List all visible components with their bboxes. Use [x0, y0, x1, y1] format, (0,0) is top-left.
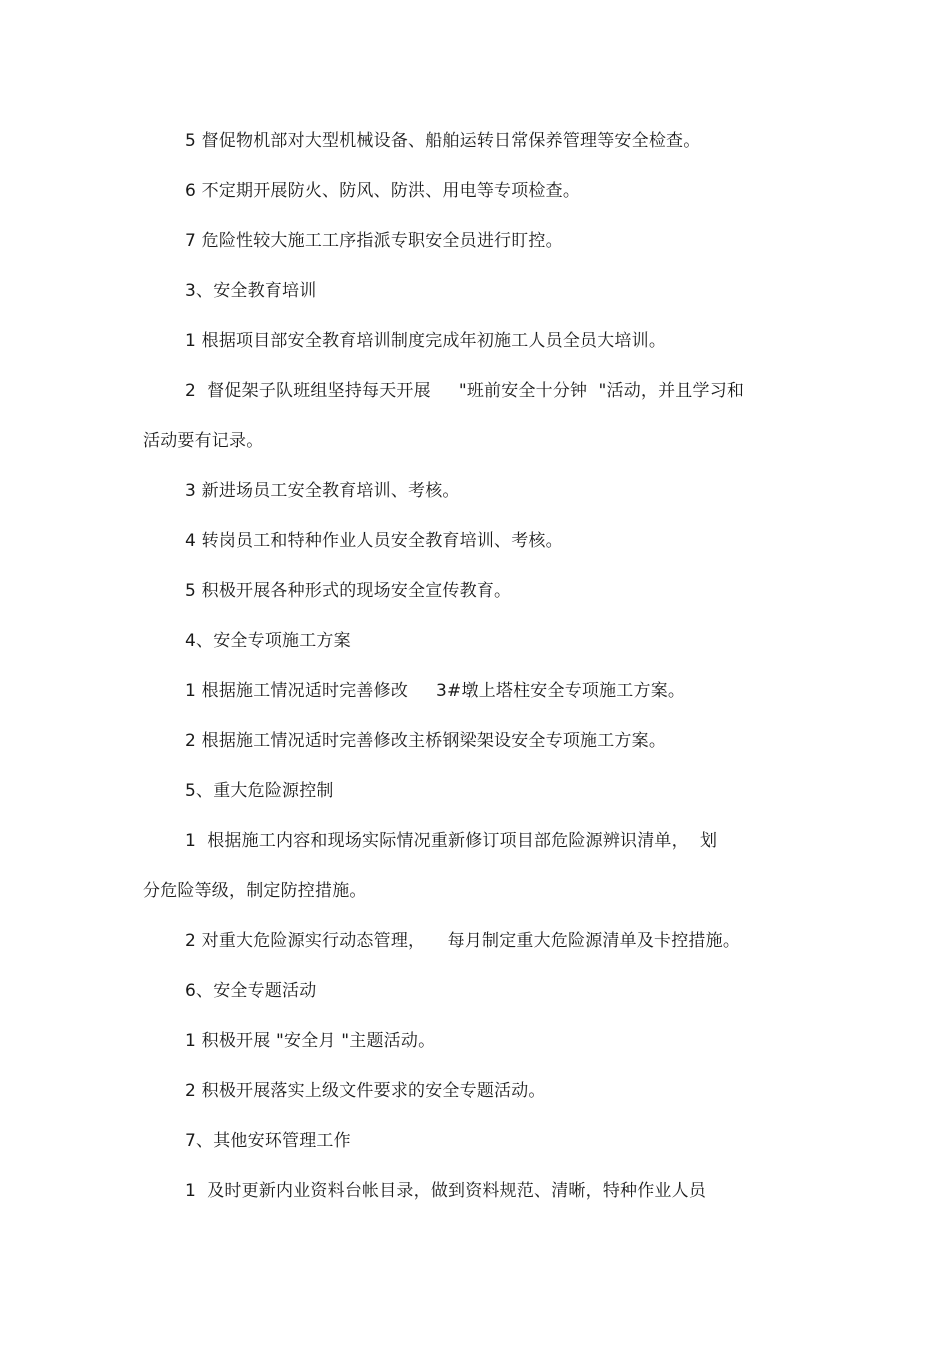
- text-line-15: 1 根据施工内容和现场实际情况重新修订项目部危险源辨识清单， 划: [185, 831, 718, 851]
- text-line-1: 5 督促物机部对大型机械设备、船舶运转日常保养管理等安全检查。: [185, 131, 701, 151]
- section-heading-6: 6、安全专题活动: [185, 981, 317, 1001]
- section-heading-5: 5、重大危险源控制: [185, 781, 334, 801]
- text-line-5: 1 根据项目部安全教育培训制度完成年初施工人员全员大培训。: [185, 331, 667, 351]
- text-line-9: 4 转岗员工和特种作业人员安全教育培训、考核。: [185, 531, 563, 551]
- text-line-22: 1 及时更新内业资料台帐目录，做到资料规范、清晰，特种作业人员: [185, 1181, 707, 1201]
- text-line-8: 3 新进场员工安全教育培训、考核。: [185, 481, 460, 501]
- text-line-7: 活动要有记录。: [143, 431, 264, 451]
- section-heading-4: 4、安全专项施工方案: [185, 631, 351, 651]
- text-line-3: 7 危险性较大施工工序指派专职安全员进行盯控。: [185, 231, 563, 251]
- text-line-10: 5 积极开展各种形式的现场安全宣传教育。: [185, 581, 512, 601]
- section-heading-3: 3、安全教育培训: [185, 281, 317, 301]
- text-line-20: 2 积极开展落实上级文件要求的安全专题活动。: [185, 1081, 546, 1101]
- text-line-19: 1 积极开展 "安全月 "主题活动。: [185, 1031, 436, 1051]
- text-line-12: 1 根据施工情况适时完善修改 3#墩上塔柱安全专项施工方案。: [185, 681, 686, 701]
- text-line-13: 2 根据施工情况适时完善修改主桥钢梁架设安全专项施工方案。: [185, 731, 667, 751]
- section-heading-7: 7、其他安环管理工作: [185, 1131, 351, 1151]
- text-line-6: 2 督促架子队班组坚持每天开展 "班前安全十分钟 "活动，并且学习和: [185, 381, 745, 401]
- text-line-17: 2 对重大危险源实行动态管理， 每月制定重大危险源清单及卡控措施。: [185, 931, 741, 951]
- text-line-2: 6 不定期开展防火、防风、防洪、用电等专项检查。: [185, 181, 581, 201]
- text-line-16: 分危险等级，制定防控措施。: [143, 881, 367, 901]
